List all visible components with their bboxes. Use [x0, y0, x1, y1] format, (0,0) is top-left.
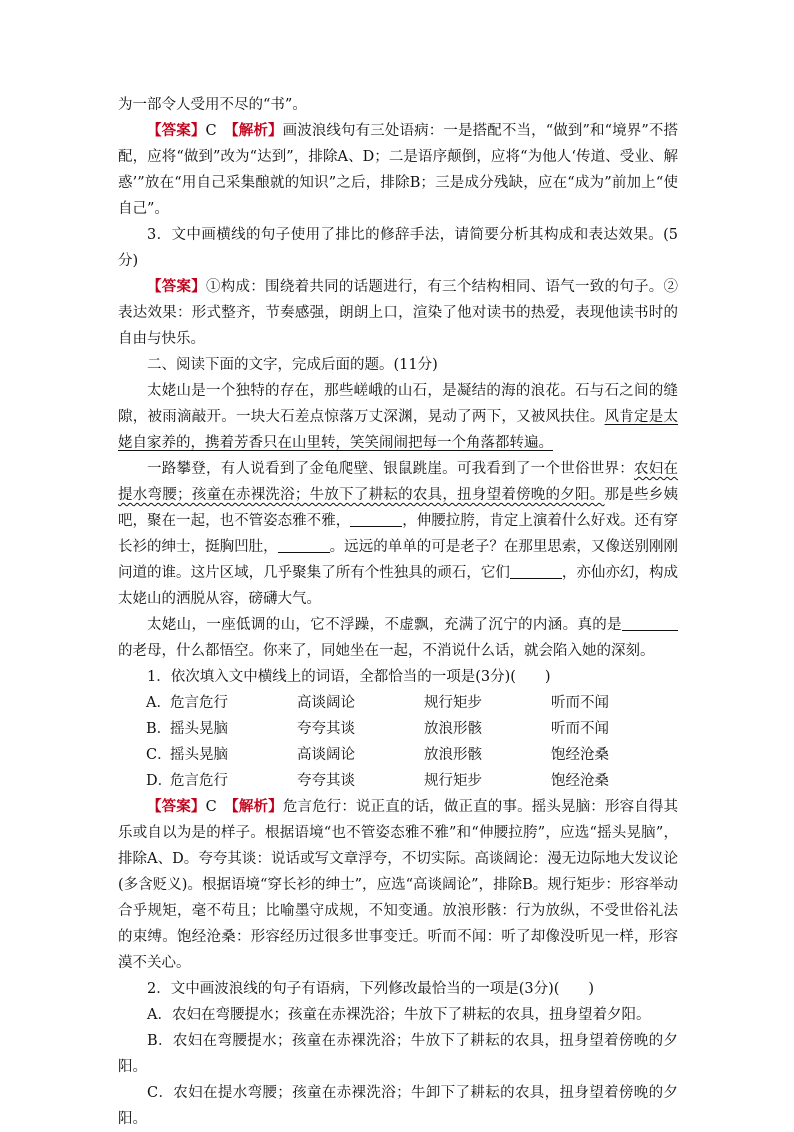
option-row-d: [118, 768, 678, 794]
option-cell: 高谈阔论: [297, 747, 355, 763]
answer-letter: C: [205, 123, 217, 139]
answer-tag: 【答案】: [147, 278, 207, 295]
fill-blank-2: [278, 536, 330, 553]
passage-text: ，伸腰拉胯，肯定上演着什么好戏。还有穿长衫的绅士，挺胸凹肚，: [118, 513, 679, 555]
option-2a: A．农妇在弯腰提水；孩童在赤裸洗浴；牛放下了耕耘的农具，扭身望着夕阳。: [147, 1007, 651, 1023]
option-cell: 规行矩步: [424, 773, 482, 789]
option-key: C．: [146, 747, 172, 763]
passage-text: 的老母，什么都悟空。你来了，同她坐在一起，不消说什么话，就会陷入她的深刻。: [118, 643, 655, 659]
option-cell: 危言危行: [170, 773, 228, 789]
paragraph-continuation: 为一部令人受用不尽的“书”。: [118, 97, 307, 113]
option-cell: 摇头晃脑: [170, 721, 228, 737]
passage-paragraph-3: [118, 612, 678, 664]
passage-text: 那是些乡姨吧，聚在一起，也不管姿态雅不雅，: [118, 487, 679, 529]
option-row-a: [118, 690, 678, 716]
passage-text: 太姥山，一座低调的山，它不浮躁，不虚飘，充满了沉宁的内涵。真的是: [147, 617, 622, 633]
question-1: 1．依次填入文中横线上的词语，全都恰当的一项是(3分)( ): [147, 669, 551, 685]
option-row-c: [118, 742, 678, 768]
option-cell: 危言危行: [170, 695, 228, 711]
wavy-underlined-sentence: 农妇在提水弯腰；孩童在赤裸洗浴；牛放下了耕耘的农具，扭身望着傍晚的夕阳。: [118, 461, 678, 503]
passage-text: 。远远的单单的可是老子？在那里思索，又像送别刚刚问道的谁。这片区域，几乎聚集了所有个性独具的顽石，它们: [118, 539, 678, 581]
option-cell: 听而不闻: [551, 721, 609, 737]
option-key: D．: [146, 773, 173, 789]
option-cell: 高谈阔论: [297, 695, 355, 711]
answer-letter: C: [205, 799, 217, 815]
option-cell: 规行矩步: [424, 695, 482, 711]
option-cell: 夸夸其谈: [297, 773, 355, 789]
option-2b: B．农妇在弯腰提水；孩童在赤裸洗浴；牛放下了耕耘的农具，扭身望着傍晚的夕阳。: [118, 1033, 678, 1075]
option-cell: 摇头晃脑: [170, 747, 228, 763]
options-list-1: [118, 690, 678, 794]
question-3: 3．文中画横线的句子使用了排比的修辞手法，请简要分析其构成和表达效果。(5分): [118, 227, 678, 269]
answer-tag: 【答案】: [147, 798, 206, 815]
passage-text: 太姥山是一个独特的存在，那些嵯峨的山石，是凝结的海的浪花。石与石之间的缝隙，被雨滴敲开。一块大石差点惊落万丈深渊，晃动了两下，又被风扶住。: [118, 383, 678, 425]
section-heading-2: 二、阅读下面的文字，完成后面的题。(11分): [147, 357, 438, 373]
answer-block-1: [118, 118, 678, 222]
option-cell: 放浪形骸: [424, 747, 482, 763]
answer-text: ①构成：围绕着共同的话题进行，有三个结构相同、语气一致的句子。②表达效果：形式整齐，节奏感强，朗朗上口，渲染了他对读书的热爱，表现他读书时的自由与快乐。: [118, 279, 678, 347]
option-cell: 饱经沧桑: [551, 773, 609, 789]
answer-tag: 【答案】: [147, 122, 206, 139]
analysis-tag: 【解析】: [231, 122, 283, 139]
option-key: A．: [146, 695, 171, 711]
answer-block-q1: [118, 794, 678, 976]
option-2c: C．农妇在提水弯腰；孩童在赤裸洗浴；牛卸下了耕耘的农具，扭身望着傍晚的夕阳。: [118, 1085, 678, 1127]
analysis-text: 危言危行：说正直的话，做正直的事。摇头晃脑：形容自得其乐或自以为是的样子。根据语境“也不管姿态雅不雅”和“伸腰拉胯”，应选“摇头晃脑”，排除A、D。夸夸其谈：说话或写文章浮夸，不切实际。高谈阔论：漫无边际地大发议论(多含贬义)。根据语境“穿长衫的绅士”，应选“高谈阔论”，排除B。规行矩步：形容举动合乎规矩，毫不苟且；比喻墨守成规，不知变通。放浪形骸：行为放纵，不受世俗礼法的束缚。饱经沧桑：形容经历过很多世事变迁。听而不闻：听了却像没听见一样，形容漠不关心。: [118, 799, 679, 971]
fill-blank-4: [622, 614, 678, 631]
document-body: [118, 92, 678, 1132]
question-2: 2．文中画波浪线的句子有语病，下列修改最恰当的一项是(3分)( ): [147, 981, 595, 997]
answer-block-3: [118, 274, 678, 352]
analysis-text: 画波浪线句有三处语病：一是搭配不当，“做到”和“境界”不搭配，应将“做到”改为“达到”，排除A、D；二是语序颠倒，应将“为他人‘传道、受业、解惑’”放在“用自己采集酿就的知识”之后，排除B；三是成分残缺，应在“成为”前加上“使自己”。: [118, 123, 679, 217]
option-cell: 听而不闻: [551, 695, 609, 711]
underlined-sentence: 风肯定是太姥自家养的，携着芳香只在山里转，笑笑闹闹把每一个角落都转遍。: [118, 409, 679, 451]
fill-blank-3: [510, 562, 562, 579]
option-cell: 夸夸其谈: [297, 721, 355, 737]
option-key: B．: [146, 721, 172, 737]
option-row-b: [118, 716, 678, 742]
option-cell: 饱经沧桑: [551, 747, 609, 763]
passage-paragraph-1: [118, 378, 678, 456]
analysis-tag: 【解析】: [231, 798, 283, 815]
passage-text: 一路攀登，有人说看到了金龟爬壁、银鼠跳崖。可我看到了一个世俗世界：: [147, 461, 634, 477]
fill-blank-1: [350, 510, 402, 527]
passage-text: ，亦仙亦幻，构成太姥山的洒脱从容，磅礴大气。: [118, 565, 679, 607]
option-cell: 放浪形骸: [424, 721, 482, 737]
passage-paragraph-2: [118, 456, 678, 612]
